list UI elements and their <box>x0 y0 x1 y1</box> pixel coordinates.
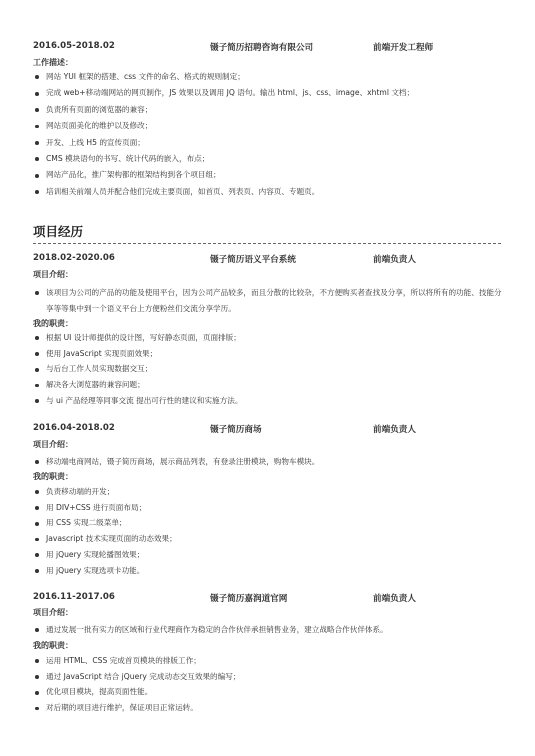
project-header <box>33 592 503 606</box>
project-duty-label: 我的职责： <box>33 472 73 481</box>
job-company: 镊子简历招聘咨询有限公司 <box>210 43 314 53</box>
list-item: 网站 YUI 框架的搭建、css 文件的命名、格式的规则制定； <box>33 69 503 85</box>
list-item: CMS 模块语句的书写、统计代码的嵌入，布点； <box>33 151 503 167</box>
project-date: 2016.11-2017.06 <box>33 592 115 602</box>
project-duty-label: 我的职责： <box>33 319 73 328</box>
list-item: 通过 JavaScript 结合 jQuery 完成动态交互效果的编写； <box>33 669 503 685</box>
project-duty-list <box>33 330 503 409</box>
project-date: 2018.02-2020.06 <box>33 253 115 263</box>
list-item: 对后期的项目进行维护，保证项目正常运转。 <box>33 700 503 716</box>
project-intro-label: 项目介绍： <box>33 270 73 279</box>
project-date: 2016.04-2018.02 <box>33 423 115 433</box>
list-item: 使用 JavaScript 实现页面效果； <box>33 346 503 362</box>
list-item: 网站页面美化的维护以及修改； <box>33 118 503 134</box>
project-header <box>33 253 503 267</box>
section-divider <box>33 243 501 244</box>
job-desc-list <box>33 69 503 200</box>
project-duty-list <box>33 484 503 578</box>
list-item: 与 ui 产品经理等同事交流 提出可行性的建议和实施方法。 <box>33 393 503 409</box>
project-name: 镊子简历嘉润道官网 <box>210 594 288 604</box>
project-intro: 通过发展一批有实力的区域和行业代理商作为稳定的合作伙伴承担销售业务，建立战略合作伙伴体系。 <box>33 622 503 638</box>
list-item: Javascript 技术实现页面的动态效果； <box>33 531 503 547</box>
project-intro-label: 项目介绍： <box>33 608 73 617</box>
list-item: 运用 HTML、CSS 完成首页模块的排版工作； <box>33 653 503 669</box>
project-role: 前端负责人 <box>373 255 416 265</box>
list-item: 用 DIV+CSS 进行页面布局； <box>33 500 503 516</box>
list-item: 用 jQuery 实现选项卡功能。 <box>33 563 503 579</box>
list-item: 负责所有页面的浏览器的兼容； <box>33 102 503 118</box>
list-item: 优化项目模块，提高页面性能。 <box>33 684 503 700</box>
project-intro: 移动端电商网站，镊子简历商场，展示商品列表，有登录注册模块，购物车模块。 <box>33 454 503 470</box>
list-item: 与后台工作人员实现数据交互； <box>33 361 503 377</box>
job-role: 前端开发工程师 <box>373 43 434 53</box>
list-item: 用 CSS 实现二级菜单； <box>33 515 503 531</box>
project-name: 镊子简历商场 <box>210 425 262 435</box>
list-item: 根据 UI 设计师提供的设计图，写好静态页面，页面排版； <box>33 330 503 346</box>
list-item: 开发、上线 H5 的宣传页面； <box>33 135 503 151</box>
project-header <box>33 423 503 437</box>
project-name: 镊子简历语义平台系统 <box>210 255 296 265</box>
job-desc-label: 工作描述： <box>33 58 73 67</box>
list-item: 用 jQuery 实现轮播图效果； <box>33 547 503 563</box>
list-item: 培训相关前端人员并配合他们完成主要页面，如首页、列表页、内容页、专题页。 <box>33 184 503 200</box>
list-item: 网站产品化，推广架构都的框架结构到各个项目组； <box>33 167 503 183</box>
project-intro-label: 项目介绍： <box>33 440 73 449</box>
list-item: 完成 web+移动端网站的网页制作，JS 效果以及调用 JQ 语句。输出 html、js、css、image、xhtml 文档； <box>33 85 503 101</box>
project-role: 前端负责人 <box>373 594 416 604</box>
project-duty-label: 我的职责： <box>33 641 73 650</box>
job-header <box>33 41 503 55</box>
section-title: 项目经历 <box>33 224 84 239</box>
list-item: 负责移动端的开发； <box>33 484 503 500</box>
list-item: 解决各大浏览器的兼容问题； <box>33 377 503 393</box>
project-duty-list <box>33 653 503 716</box>
job-date: 2016.05-2018.02 <box>33 41 115 51</box>
project-intro: 该项目为公司的产品的功能及使用平台，因为公司产品较多，而且分散的比较杂，不方便购买者查找及分享，所以将所有的功能、技能分享等等集中到一个语义平台上方便粉丝们交流分享学历。 <box>33 285 503 317</box>
project-role: 前端负责人 <box>373 425 416 435</box>
